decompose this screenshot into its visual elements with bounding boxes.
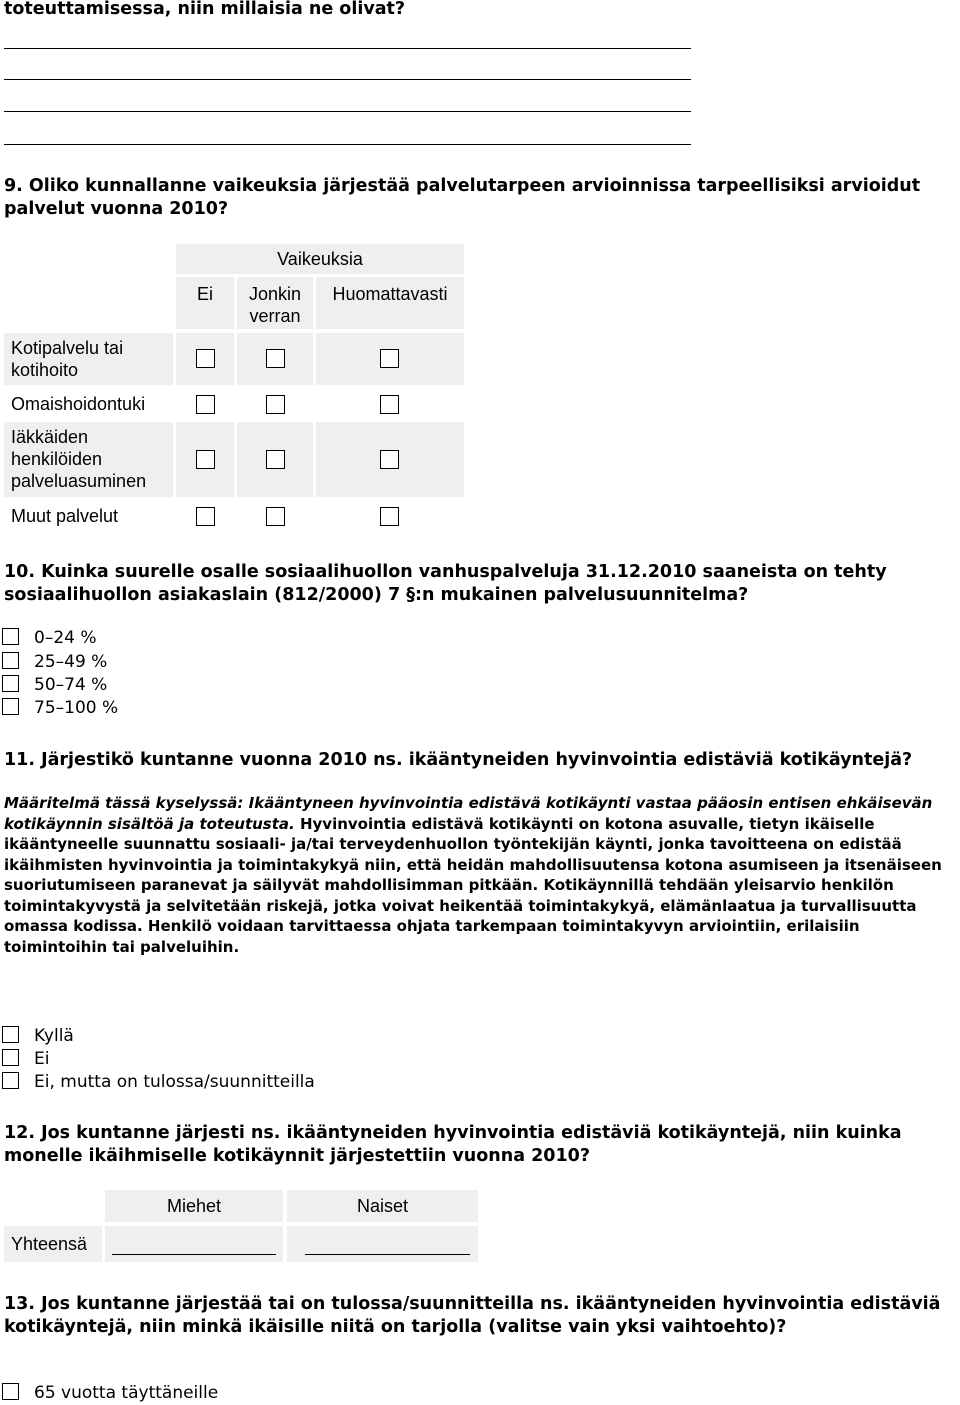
checkbox-25-49[interactable] <box>2 652 19 669</box>
checkbox-tulossa[interactable] <box>2 1072 19 1089</box>
input-miehet[interactable] <box>112 1254 276 1255</box>
row-label-palveluasuminen: Iäkkäiden henkilöiden palveluasuminen <box>11 427 147 491</box>
question-9-text: 9. Oliko kunnallanne vaikeuksia järjestää palvelutarpeen arvioinnissa tarpeellisiksi arvioidut palvelut vuonna 2010? <box>4 176 921 219</box>
checkbox-palveluasuminen-ei[interactable] <box>196 450 215 469</box>
row-label-omaishoidontuki: Omaishoidontuki <box>11 394 146 414</box>
checkbox-ei[interactable] <box>2 1049 19 1066</box>
column-header-huomattavasti: Huomattavasti <box>316 277 464 329</box>
group-header: Vaikeuksia <box>277 249 363 269</box>
option-0-24: 0–24 % <box>34 628 97 648</box>
checkbox-palveluasuminen-huomattavasti[interactable] <box>380 450 399 469</box>
checkbox-kotipalvelu-huomattavasti[interactable] <box>380 349 399 368</box>
checkbox-omaishoidontuki-huomattavasti[interactable] <box>380 395 399 414</box>
option-65: 65 vuotta täyttäneille <box>34 1383 219 1403</box>
column-header-miehet: Miehet <box>105 1190 283 1222</box>
definition-lead: Määritelmä tässä kyselyssä: Ikääntyneen hyvinvointia edistävä kotikäynti vastaa pääosin entisen ehkäisevän kotikäynnin sisältöä ja toteutusta. <box>4 794 933 833</box>
column-header-ei: Ei <box>176 277 234 329</box>
row-label-cell <box>4 333 173 385</box>
checkbox-65[interactable] <box>2 1383 19 1400</box>
option-ei: Ei <box>34 1049 50 1069</box>
checkbox-0-24[interactable] <box>2 628 19 645</box>
answer-line-2[interactable] <box>4 79 691 80</box>
answer-line-4[interactable] <box>4 144 691 145</box>
row-label-kotipalvelu: Kotipalvelu tai kotihoito <box>11 338 124 380</box>
previous-question-tail: toteuttamisessa, niin millaisia ne olivat? <box>4 0 406 19</box>
row-label-muut-palvelut: Muut palvelut <box>11 506 119 526</box>
option-75-100: 75–100 % <box>34 698 119 718</box>
checkbox-palveluasuminen-jonkin-verran[interactable] <box>266 450 285 469</box>
checkbox-muut-ei[interactable] <box>196 507 215 526</box>
definition-body: Hyvinvointia edistävä kotikäynti on kotona asuvalle, tietyn ikäiselle ikääntyneelle suunnattu sosiaali- ja/tai terveydenhuollon työntekijän käynti, jonka tavoitteena on edistää ikäihmisten hyvinvointia ja toimintakykyä niin, että heidän mahdollisuutensa kotona asumiseen ja itsenäiseen suoriutumiseen paranevat ja säilyvät mahdollisimman pitkään. Kotikäynnillä tehdään yleisarvio henkilön toimintakyvystä ja selvitetään riskejä, jotka voivat heikentää toimintakykyä, elämänlaatua ja turvallisuutta omassa kodissa. Henkilö voidaan tarvittaessa ohjata tarkempaan toimintakyvyn arviointiin, erilaisiin toimintoihin tai palveluihin. <box>4 814 942 956</box>
question-13-text: 13. Jos kuntanne järjestää tai on tulossa/suunnitteilla ns. ikääntyneiden hyvinvointia edistäviä kotikäyntejä, niin minkä ikäisille niitä on tarjolla (valitse vain yksi vaihtoehto)? <box>4 1294 941 1337</box>
row-label-cell <box>4 1226 102 1262</box>
row-label-yhteensa: Yhteensä <box>11 1234 88 1254</box>
checkbox-omaishoidontuki-ei[interactable] <box>196 395 215 414</box>
question-10-text: 10. Kuinka suurelle osalle sosiaalihuollon vanhuspalveluja 31.12.2010 saaneista on tehty sosiaalihuollon asiakaslain (812/2000) 7 §:n mukainen palvelusuunnitelma? <box>4 562 887 605</box>
checkbox-kylla[interactable] <box>2 1026 19 1043</box>
option-tulossa: Ei, mutta on tulossa/suunnitteilla <box>34 1072 315 1092</box>
answer-line-3[interactable] <box>4 111 691 112</box>
checkbox-50-74[interactable] <box>2 675 19 692</box>
checkbox-75-100[interactable] <box>2 698 19 715</box>
question-11-definition <box>4 793 960 957</box>
input-naiset[interactable] <box>305 1254 470 1255</box>
question-12-text: 12. Jos kuntanne järjesti ns. ikääntyneiden hyvinvointia edistäviä kotikäyntejä, niin kuinka monelle ikäihmiselle kotikäynnit järjestettiin vuonna 2010? <box>4 1123 902 1166</box>
checkbox-kotipalvelu-ei[interactable] <box>196 349 215 368</box>
option-25-49: 25–49 % <box>34 652 108 672</box>
column-header-jonkin-verran: Jonkin verran <box>237 277 313 329</box>
checkbox-kotipalvelu-jonkin-verran[interactable] <box>266 349 285 368</box>
checkbox-muut-jonkin-verran[interactable] <box>266 507 285 526</box>
option-kylla: Kyllä <box>34 1026 74 1046</box>
checkbox-muut-huomattavasti[interactable] <box>380 507 399 526</box>
checkbox-omaishoidontuki-jonkin-verran[interactable] <box>266 395 285 414</box>
question-11-text: 11. Järjestikö kuntanne vuonna 2010 ns. ikääntyneiden hyvinvointia edistäviä kotikäyntejä? <box>4 750 913 770</box>
answer-line-1[interactable] <box>4 48 691 49</box>
group-header-cell <box>176 244 464 274</box>
column-header-naiset: Naiset <box>287 1190 478 1222</box>
option-50-74: 50–74 % <box>34 675 108 695</box>
row-label-cell <box>4 422 173 497</box>
